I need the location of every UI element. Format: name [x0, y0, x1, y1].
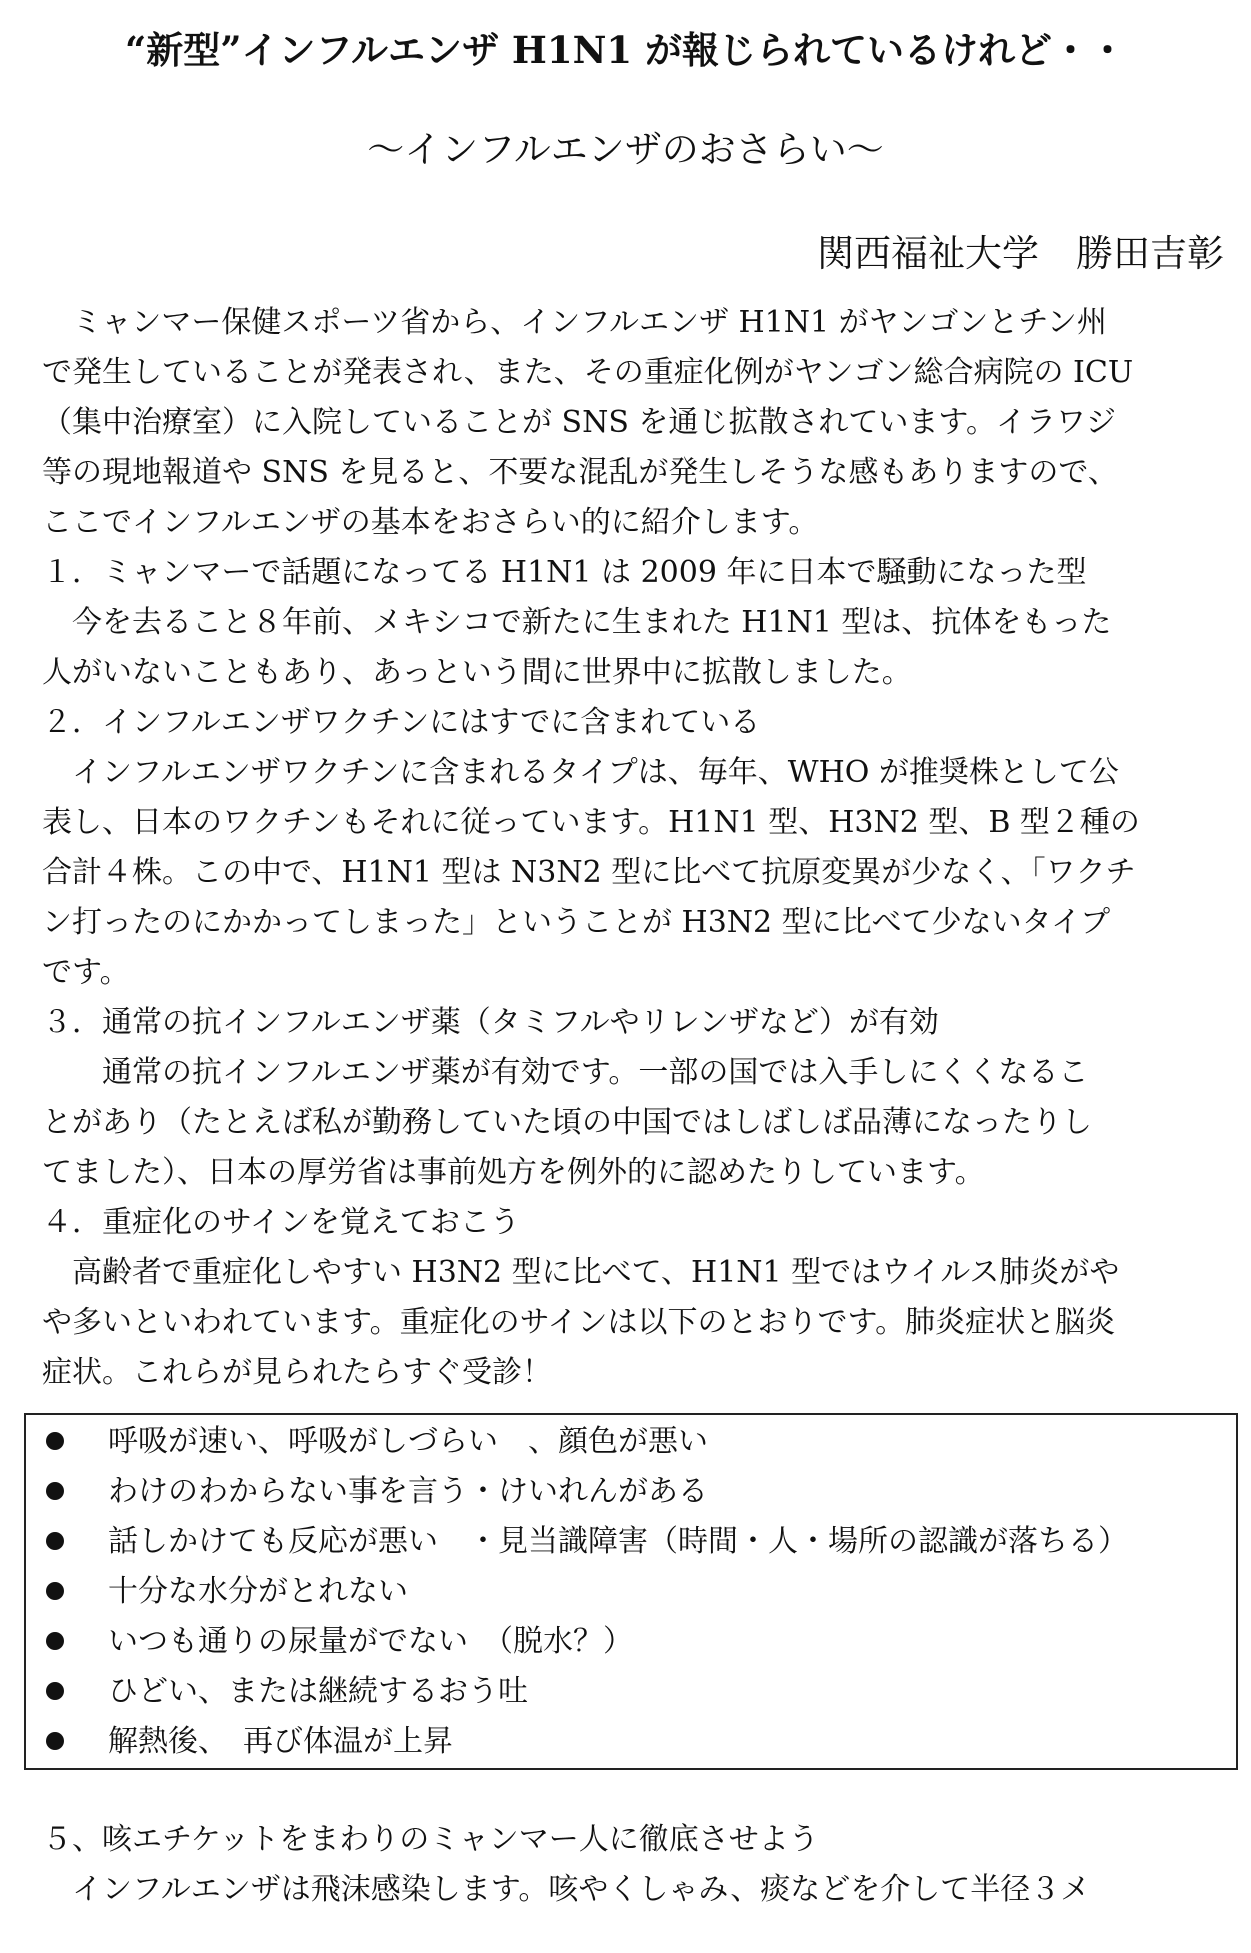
warning-sign-text: ひどい、または継続するおう吐 [108, 1674, 528, 1709]
bullet-icon [46, 1732, 64, 1750]
body-line: や多いといわれています。重症化のサインは以下のとおりです。肺炎症状と脳炎 [42, 1305, 1116, 1340]
warning-sign-text: いつも通りの尿量がでない （脱水？） [108, 1624, 633, 1659]
body-line: ン打ったのにかかってしまった」ということが H3N2 型に比べて少ないタイプ [42, 905, 1111, 940]
warning-signs-box [24, 1413, 1238, 1770]
bullet-icon [46, 1482, 64, 1500]
section-heading-4: ４．重症化のサインを覚えておこう [42, 1205, 520, 1240]
warning-sign-item [46, 1717, 453, 1767]
body-line: で発生していることが発表され、また、その重症化例がヤンゴン総合病院の ICU [42, 355, 1134, 390]
body-line: インフルエンザワクチンに含まれるタイプは、毎年、WHO が推奨株として公 [42, 755, 1119, 790]
document-title: “新型”インフルエンザ H1N1 が報じられているけれど・・ [124, 28, 1127, 72]
warning-sign-item [46, 1617, 633, 1667]
warning-sign-text: 話しかけても反応が悪い ・見当識障害（時間・人・場所の認識が落ちる） [108, 1524, 1128, 1559]
section-heading-5: ５、咳エチケットをまわりのミャンマー人に徹底させよう [42, 1822, 819, 1857]
warning-sign-item [46, 1667, 528, 1717]
body-line: 通常の抗インフルエンザ薬が有効です。一部の国では入手しにくくなるこ [42, 1055, 1089, 1090]
warning-sign-item [46, 1467, 708, 1517]
body-line: 症状。これらが見られたらすぐ受診！ [42, 1355, 552, 1390]
bullet-icon [46, 1682, 64, 1700]
bullet-icon [46, 1432, 64, 1450]
body-line: （集中治療室）に入院していることが SNS を通じ拡散されています。イラワジ [42, 405, 1117, 440]
body-line: 高齢者で重症化しやすい H3N2 型に比べて、H1N1 型ではウイルス肺炎がや [42, 1255, 1120, 1290]
body-line: 表し、日本のワクチンもそれに従っています。H1N1 型、H3N2 型、B 型２種の [42, 805, 1140, 840]
warning-sign-text: 呼吸が速い、呼吸がしづらい 、顔色が悪い [108, 1424, 708, 1459]
author-affiliation: 関西福祉大学 勝田吉彰 [817, 232, 1224, 275]
section-heading-3: ３．通常の抗インフルエンザ薬（タミフルやリレンザなど）が有効 [42, 1005, 939, 1040]
section-heading-1: １．ミャンマーで話題になってる H1N1 は 2009 年に日本で騒動になった型 [42, 555, 1087, 590]
body-line: 合計４株。この中で、H1N1 型は N3N2 型に比べて抗原変異が少なく、「ワクチ [42, 855, 1136, 890]
warning-sign-item [46, 1417, 708, 1467]
warning-sign-item [46, 1517, 1128, 1567]
bullet-icon [46, 1582, 64, 1600]
body-line: ここでインフルエンザの基本をおさらい的に紹介します。 [42, 505, 819, 540]
body-line: 人がいないこともあり、あっという間に世界中に拡散しました。 [42, 655, 912, 690]
body-line: ミャンマー保健スポーツ省から、インフルエンザ H1N1 がヤンゴンとチン州 [42, 305, 1107, 340]
warning-sign-text: わけのわからない事を言う・けいれんがある [108, 1474, 708, 1509]
bullet-icon [46, 1632, 64, 1650]
warning-sign-text: 十分な水分がとれない [108, 1574, 408, 1609]
warning-sign-item [46, 1567, 408, 1617]
body-line: とがあり（たとえば私が勤務していた頃の中国ではしばしば品薄になったりし [42, 1105, 1092, 1140]
body-line: です。 [42, 955, 130, 990]
document-subtitle: ～インフルエンザのおさらい～ [367, 128, 884, 171]
bullet-icon [46, 1532, 64, 1550]
body-line: 等の現地報道や SNS を見ると、不要な混乱が発生しそうな感もありますので、 [42, 455, 1118, 490]
body-line: てました）、日本の厚労省は事前処方を例外的に認めたりしています。 [42, 1155, 985, 1190]
body-line: 今を去ること８年前、メキシコで新たに生まれた H1N1 型は、抗体をもった [42, 605, 1112, 640]
section-heading-2: ２．インフルエンザワクチンにはすでに含まれている [42, 705, 761, 740]
body-line: インフルエンザは飛沫感染します。咳やくしゃみ、痰などを介して半径３メ [42, 1872, 1091, 1907]
warning-sign-text: 解熱後、 再び体温が上昇 [108, 1724, 453, 1759]
